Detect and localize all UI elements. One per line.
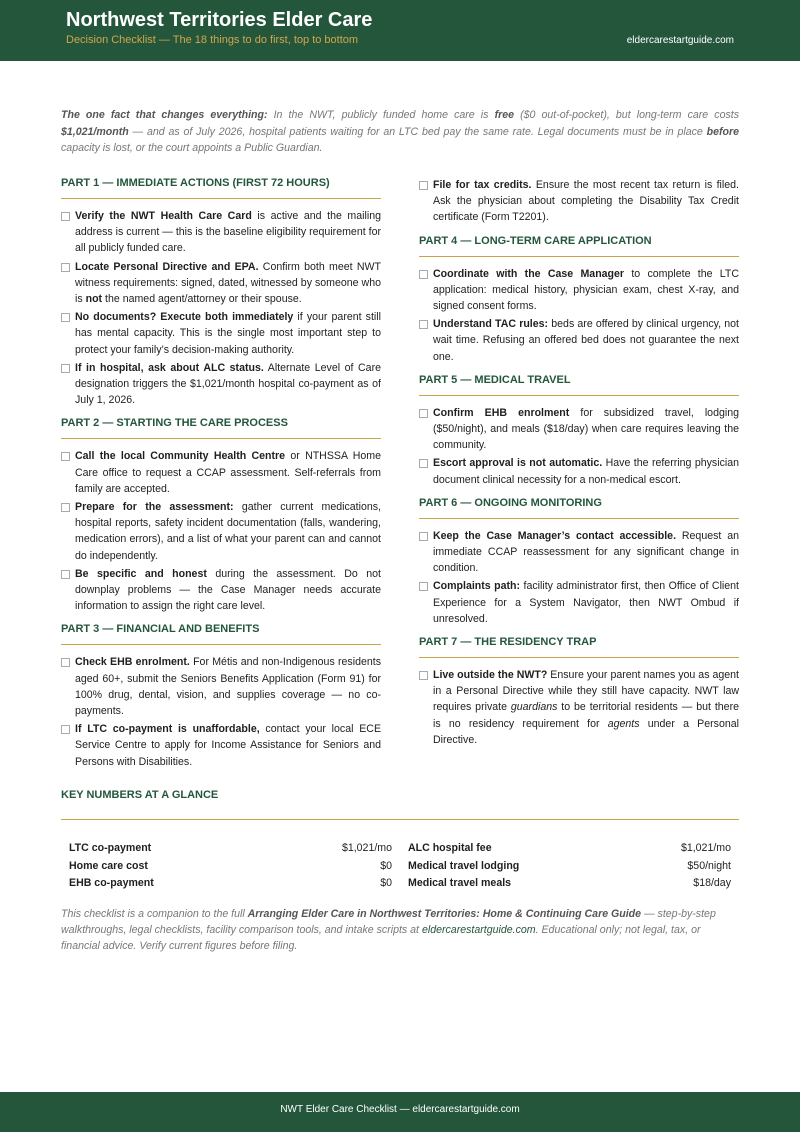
table-row [69,860,731,878]
item-emphasis: guardians [510,701,558,714]
page-footer [0,1092,800,1132]
key-number-label: LTC co-payment [69,842,152,854]
checklist-item [61,566,381,615]
header-site-link[interactable]: eldercarestartguide.com [626,35,734,46]
item-bold: Locate Personal Directive and EPA. [75,260,259,273]
checkbox-icon[interactable] [419,671,428,680]
checklist-item [419,266,739,315]
key-number-value: $50/night [687,859,731,872]
key-number-label: ALC hospital fee [408,842,492,854]
intro-text: ($0 out-of-pocket), but long-term care costs [514,109,740,121]
intro-bold: before [706,125,739,138]
item-bold: File for tax credits. [433,179,532,191]
checklist-item [61,448,381,497]
item-bold: Keep the Case Manager’s contact accessible. [433,529,677,542]
part-6-title: PART 6 — ONGOING MONITORING [419,497,739,519]
item-text: beds are offered by clinical urgency, not wait time. Refusing an offered bed does not guarantee the next one. [433,318,739,363]
checkbox-icon[interactable] [419,181,428,190]
item-text: or NTHSSA Home Care office to request a CCAP assessment. Self-referrals from family are accepted. [75,450,381,495]
item-bold: Complaints path: [433,580,521,593]
item-bold: Coordinate with the Case Manager [433,267,625,280]
key-number-value: $0 [380,859,392,872]
item-text: for subsidized travel, lodging ($50/night), and meals ($18/day) when care requires leaving the community. [433,406,739,452]
checklist-item [61,721,381,770]
part-7-title: PART 7 — THE RESIDENCY TRAP [419,636,739,658]
checklist-item [419,578,739,627]
key-number-value: $1,021/mo [680,842,731,854]
part-6-section [419,497,739,627]
key-number-label: Home care cost [69,859,148,872]
footer-text: NWT Elder Care Checklist — eldercarestartguide.com [280,1104,520,1115]
footnote-text: This checklist is a companion to the full [61,908,248,920]
part-3-title: PART 3 — FINANCIAL AND BENEFITS [61,623,381,645]
item-text: facility administrator first, then Office of Client Experience for a System Navigator, then NWT Ombud if unresolved. [433,580,739,625]
part-1-title: PART 1 — IMMEDIATE ACTIONS (FIRST 72 HOURS) [61,177,381,199]
part-2-section [61,417,381,614]
checklist-item [61,309,381,358]
checklist-item [61,208,381,257]
checkbox-icon[interactable] [419,320,428,329]
intro-lead: The one fact that changes everything: [61,109,268,121]
left-column [61,177,381,779]
item-text: to complete the LTC application: medical history, physician exam, chest X-ray, and signed consent forms. [433,267,740,313]
item-bold: Escort approval is not automatic. [433,457,603,470]
part-3-continued [419,177,739,226]
checkbox-icon[interactable] [419,459,428,468]
guide-title: Arranging Elder Care in Northwest Territories: Home & Continuing Care Guide [247,908,642,920]
item-text: if your parent still has mental capacity. This is the single most important step to protect your family’s decision-making authority. [75,311,381,356]
checkbox-icon[interactable] [419,532,428,541]
item-bold: Prepare for the assessment: [75,501,234,514]
checklist-item [419,405,739,454]
key-number-label: Medical travel lodging [408,859,520,872]
intro-text: capacity is lost, or the court appoints a Public Guardian. [61,142,323,154]
item-bold: If in hospital, ask about ALC status. [75,361,264,374]
part-1-section [61,177,381,408]
footnote-link[interactable]: eldercarestartguide.com [421,924,536,936]
item-text: is active and the mailing address is current — this is the baseline eligibility requirement for all publicly funded care. [75,210,381,255]
part-7-section [419,636,739,748]
checklist-item [61,654,381,719]
item-bold: Understand TAC rules: [433,318,549,331]
item-text: Ensure your parent names you as agent in a Personal Directive while they still have capacity. NWT law requires private [433,669,739,714]
item-text: Alternate Level of Care designation triggers the $1,021/month hospital co-payment as of July 1, 2026. [75,361,381,407]
checkbox-icon[interactable] [61,364,70,373]
part-2-title: PART 2 — STARTING THE CARE PROCESS [61,417,381,439]
checklist-item [419,667,739,748]
page-title: Northwest Territories Elder Care [66,9,373,31]
item-text: to be territorial residents — but there is no residency requirement for [433,701,739,730]
item-text: during the assessment. Do not downplay problems — the Case Manager needs accurate information to assign the right care level. [75,567,381,613]
key-number-value: $18/day [693,877,731,889]
item-bold: If LTC co-payment is unaffordable, [75,723,260,736]
item-text: Have the referring physician document clinical necessity for a non-medical escort. [433,457,739,486]
intro-bold: $1,021/month [61,125,129,138]
item-bold: Be specific and honest [75,567,207,580]
part-3-section [61,623,381,769]
footnote-text: — step-by-step walkthroughs, legal checklists, facility comparison tools, and intake scripts at [61,908,716,936]
checklist-item [419,316,739,365]
part-4-section [419,235,739,365]
item-bold: Check EHB enrolment. [75,656,190,669]
checklist-item [419,528,739,577]
footnote [61,906,739,954]
checkbox-icon[interactable] [61,725,70,734]
checklist-item [61,499,381,564]
item-bold: Confirm EHB enrolment [433,406,570,419]
checklist-item [419,177,739,226]
checkbox-icon[interactable] [61,263,70,272]
item-text: under a Personal Directive. [433,717,739,746]
part-4-title: PART 4 — LONG-TERM CARE APPLICATION [419,235,739,257]
key-number-value: $0 [380,877,392,889]
checkbox-icon[interactable] [61,212,70,221]
checkbox-icon[interactable] [419,409,428,418]
item-bold: not [85,293,103,306]
item-text: contact your local ECE Service Centre to apply for Income Assistance for Seniors and Persons with Disabilities. [75,723,382,768]
page-subtitle: Decision Checklist — The 18 things to do first, top to bottom [66,34,359,46]
key-numbers-table [61,842,739,895]
checkbox-icon[interactable] [61,452,70,461]
part-5-title: PART 5 — MEDICAL TRAVEL [419,374,739,396]
page-header [0,0,800,61]
key-number-label: EHB co-payment [69,877,154,889]
item-text: Confirm both meet NWT witness requirements: signed, dated, witnessed by someone who is [75,260,381,306]
item-text: gather current medications, hospital reports, safety incident documentation (falls, wandering, medication errors), and a list of what your parent can and cannot do independently. [75,501,381,562]
table-row [69,877,731,895]
item-bold: Call the local Community Health Centre [75,450,286,463]
key-numbers-title: KEY NUMBERS AT A GLANCE [61,789,739,820]
item-bold: No documents? Execute both immediately [75,311,294,324]
item-text: Request an immediate CCAP reassessment for any significant change in condition. [433,529,739,575]
checkbox-icon[interactable] [61,503,70,512]
right-column [419,177,739,757]
checklist-item [61,360,381,409]
key-number-value: $1,021/mo [341,842,392,854]
table-row [69,842,731,860]
checklist-item [419,455,739,487]
intro-text: In the NWT, publicly funded home care is [267,109,495,121]
intro-bold: free [494,109,514,121]
item-text: the named agent/attorney or their spouse. [102,293,302,306]
part-5-section [419,374,739,488]
checkbox-icon[interactable] [61,570,70,579]
checkbox-icon[interactable] [419,270,428,279]
item-text: For Métis and non-Indigenous residents aged 60+, submit the Seniors Benefits Application (Form 91) for 100% drug, dental, vision, and supplies coverage — no co-payments. [75,656,381,718]
item-text: Ensure the most recent tax return is filed. Ask the physician about completing the Disability Tax Credit certificate (Form T2201). [433,179,739,224]
intro-paragraph [61,107,739,157]
key-number-label: Medical travel meals [408,877,512,889]
key-numbers-section [61,789,739,895]
intro-text: — and as of July 2026, hospital patients waiting for an LTC bed pay the same rate. Legal documents must be in place [128,125,707,138]
checkbox-icon[interactable] [61,658,70,667]
item-bold: Live outside the NWT? [433,669,548,682]
footnote-text: . Educational only; not legal, tax, or financial advice. Verify current figures before filing. [61,924,701,952]
item-bold: Verify the NWT Health Care Card [75,210,252,222]
checkbox-icon[interactable] [419,582,428,591]
item-emphasis: agents [607,717,640,730]
checklist-item [61,259,381,308]
checkbox-icon[interactable] [61,313,70,322]
